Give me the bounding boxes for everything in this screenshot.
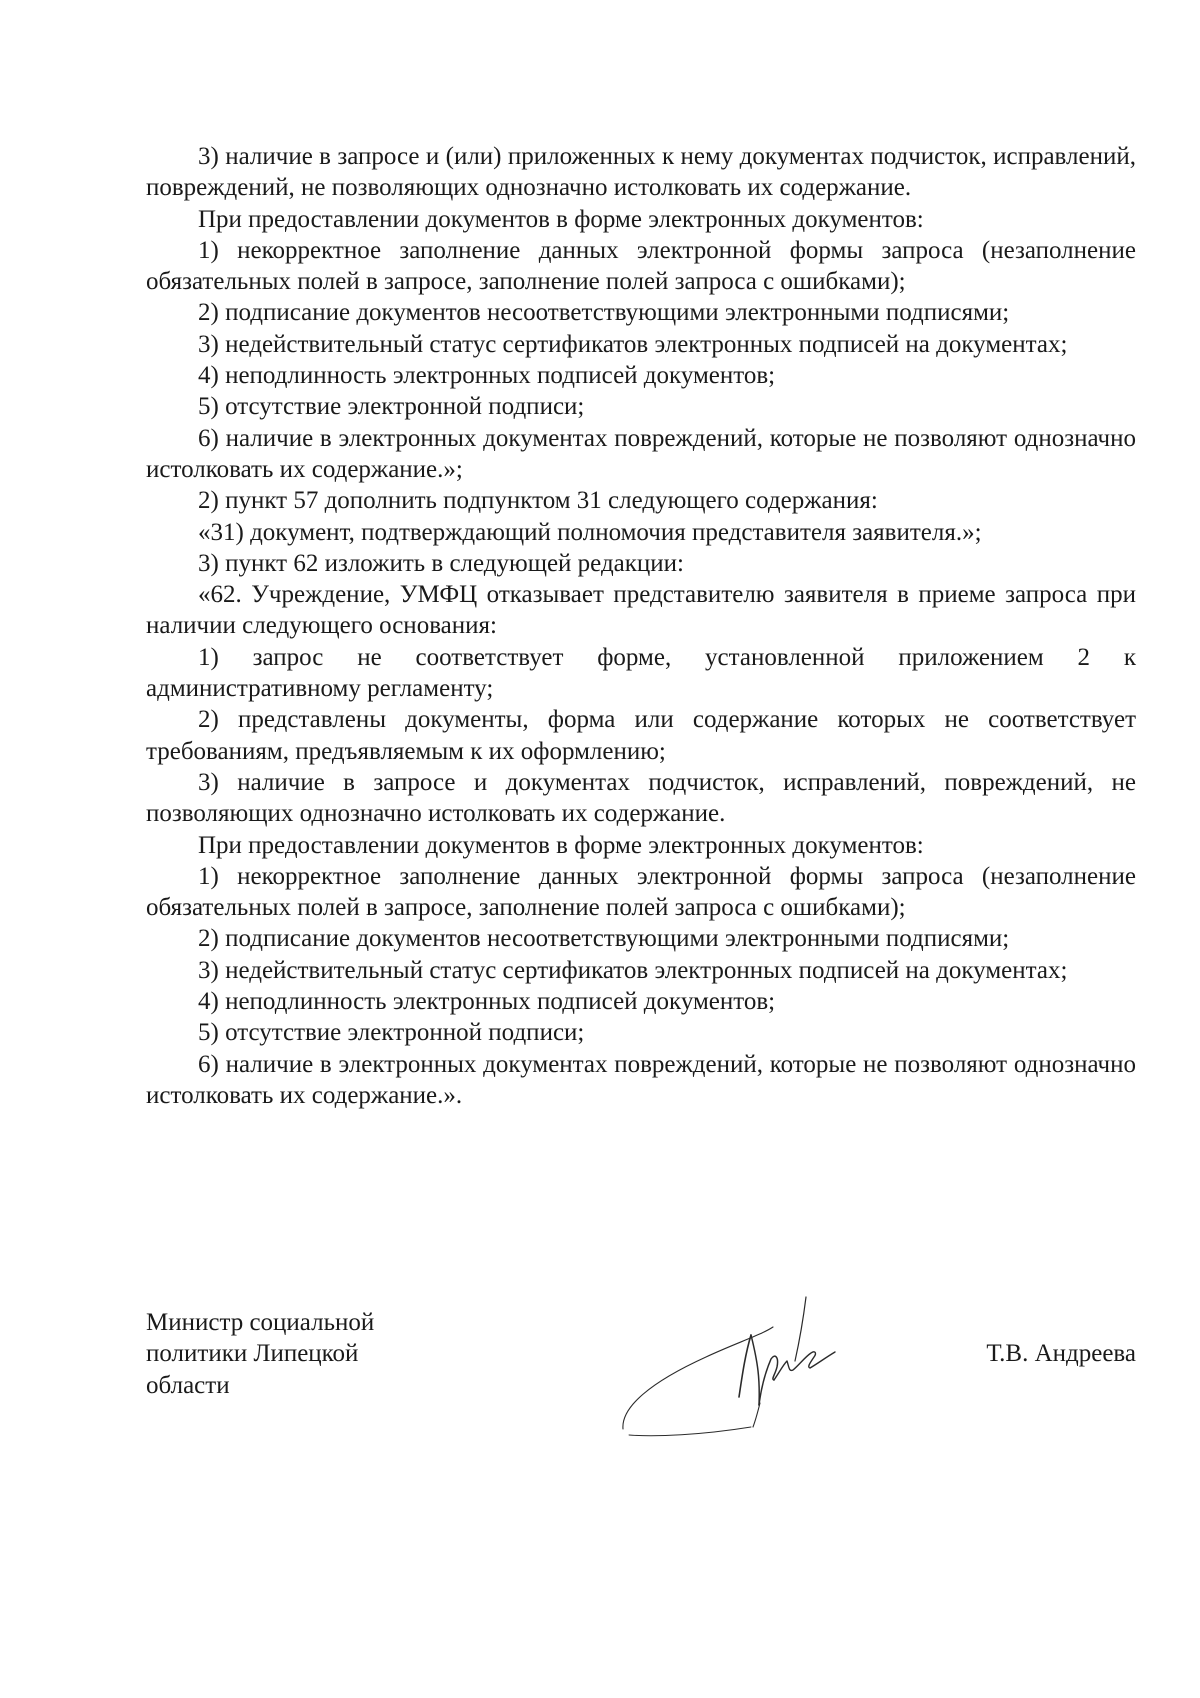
- paragraph: 2) подписание документов несоответствующими электронными подписями;: [198, 299, 1010, 327]
- paragraph: 3) недействительный статус сертификатов электронных подписей на документах;: [198, 330, 1068, 358]
- paragraph: 2) пункт 57 дополнить подпунктом 31 следующего содержания:: [198, 487, 878, 515]
- paragraph: «62. Учреждение, УМФЦ отказывает представителю заявителя в приеме запроса при наличии следующего основания:: [146, 581, 1136, 640]
- paragraph: 2) подписание документов несоответствующими электронными подписями;: [198, 925, 1010, 953]
- signatory-position-line: области: [146, 1371, 230, 1399]
- paragraph: 1) запрос не соответствует форме, установленной приложением 2 к административному регламенту;: [146, 643, 1136, 703]
- paragraph: 2) представлены документы, форма или содержание которых не соответствует требованиям, предъявляемым к их оформлению;: [146, 706, 1136, 765]
- paragraph: При предоставлении документов в форме электронных документов:: [198, 831, 924, 859]
- signatory-position-line: политики Липецкой: [146, 1340, 359, 1368]
- paragraph: «31) документ, подтверждающий полномочия представителя заявителя.»;: [198, 518, 982, 546]
- paragraph: 3) недействительный статус сертификатов электронных подписей на документах;: [198, 956, 1068, 984]
- paragraph: 4) неподлинность электронных подписей документов;: [198, 988, 776, 1016]
- handwritten-signature-icon: [611, 1277, 871, 1437]
- paragraph: 3) наличие в запросе и документах подчисток, исправлений, повреждений, не позволяющих однозначно истолковать их содержание.: [146, 768, 1136, 828]
- paragraph: 3) пункт 62 изложить в следующей редакции:: [198, 549, 684, 577]
- signatory-name: Т.В. Андреева: [986, 1340, 1136, 1367]
- paragraph: 4) неподлинность электронных подписей документов;: [198, 362, 776, 390]
- paragraph: 1) некорректное заполнение данных электронной формы запроса (незаполнение обязательных полей в запросе, заполнение полей запроса с ошибками);: [146, 236, 1136, 296]
- paragraph: 5) отсутствие электронной подписи;: [198, 1019, 585, 1047]
- paragraph: 3) наличие в запросе и (или) приложенных к нему документах подчисток, исправлений, повреждений, не позволяющих однозначно истолковать их содержание.: [146, 143, 1136, 202]
- signatory-position-line: Министр социальной: [146, 1309, 375, 1336]
- paragraph: 6) наличие в электронных документах повреждений, которые не позволяют однозначно истолковать их содержание.».: [146, 1050, 1136, 1109]
- paragraph: При предоставлении документов в форме электронных документов:: [198, 205, 924, 233]
- paragraph: 5) отсутствие электронной подписи;: [198, 393, 585, 421]
- paragraph: 6) наличие в электронных документах повреждений, которые не позволяют однозначно истолковать их содержание.»;: [146, 424, 1136, 483]
- document-body: [146, 141, 1136, 1111]
- signature-block: [146, 1307, 1136, 1447]
- signatory-position: [146, 1307, 446, 1401]
- paragraph: 1) некорректное заполнение данных электронной формы запроса (незаполнение обязательных полей в запросе, заполнение полей запроса с ошибками);: [146, 862, 1136, 922]
